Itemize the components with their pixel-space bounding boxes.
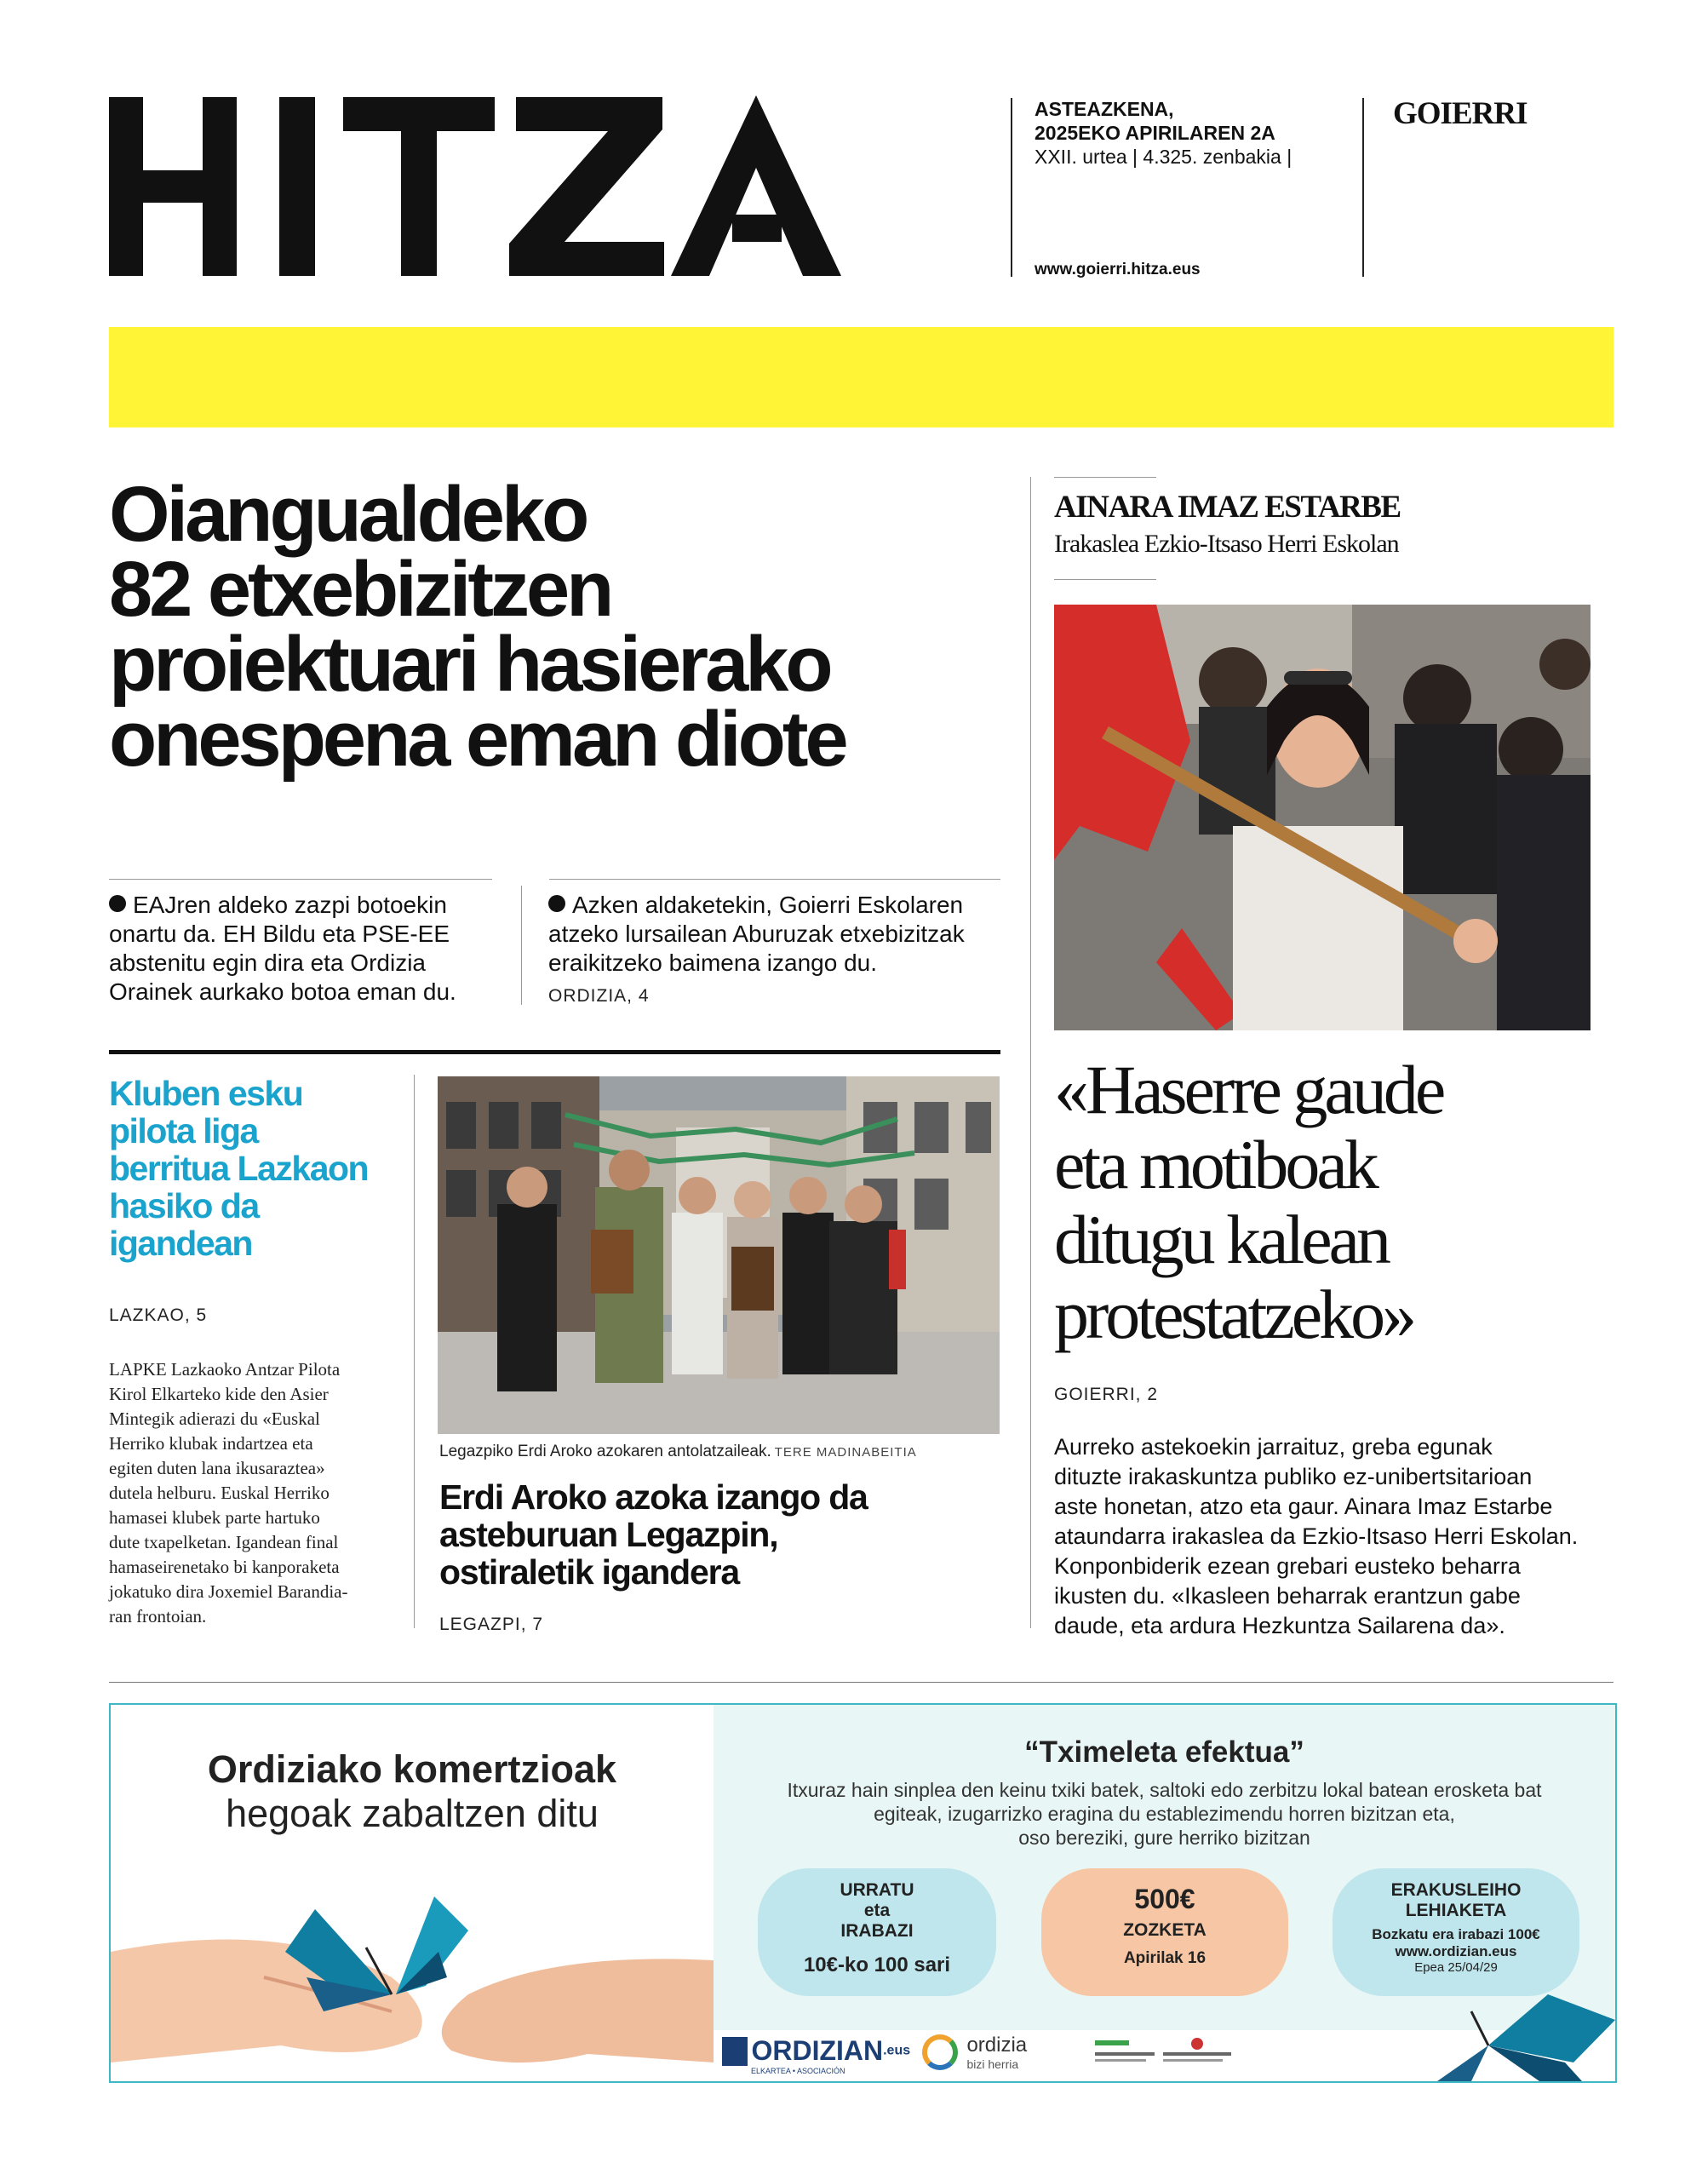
ring-icon (922, 2034, 958, 2070)
butterfly-icon (1437, 1986, 1615, 2081)
summary-line: Orainek aurkako botoa eman du. (109, 978, 456, 1005)
zozketa-pill[interactable] (1041, 1868, 1288, 1996)
title-line: asteburuan Legazpin, (439, 1515, 778, 1554)
interviewee-name: AINARA IMAZ ESTARBE (1054, 490, 1401, 525)
logo-sub: bizi herria (966, 2057, 1019, 2071)
body-line: ran frontoian. (109, 1606, 207, 1626)
body-line: egiten duten lana ikusaraztea» (109, 1458, 325, 1478)
summary-line: onartu da. EH Bildu eta PSE-EE (109, 921, 450, 947)
quote-line: eta motiboak (1054, 1126, 1376, 1203)
building-icon (722, 2037, 748, 2066)
rule (109, 879, 492, 880)
logo-sub: ELKARTEA • ASOCIACIÓN (751, 2067, 845, 2075)
azoka-caption (439, 1443, 1001, 1461)
ad-text-line: egiteak, izugarrizko eragina du establezimendu horren bizitzan eta, (874, 1803, 1455, 1825)
yellow-band (109, 327, 1613, 427)
body-line: Herriko klubak indartzea eta (109, 1433, 313, 1454)
issue-number: XXII. urtea | 4.325. zenbakia | (1035, 146, 1292, 168)
pill-text: Bozkatu era irabazi 100€ (1372, 1926, 1540, 1942)
interview-quote[interactable] (1054, 1053, 1599, 1352)
logo-text: ordizia (966, 2034, 1028, 2057)
summary-line: Azken aldaketekin, Goierri Eskolaren (572, 892, 964, 918)
body-line: hamasei klubek parte hartuko (109, 1507, 320, 1528)
quote-line: ditugu kalean (1054, 1201, 1389, 1278)
intro-line: daude, eta ardura Hezkuntza Sailarena da». (1054, 1613, 1505, 1638)
ad-subtitle: hegoak zabaltzen ditu (226, 1792, 599, 1835)
title-line: ostiraletik igandera (439, 1552, 739, 1592)
interview-dateline: GOIERRI, 2 (1054, 1385, 1159, 1404)
ad-title: Ordiziako komertzioak (207, 1747, 617, 1791)
date-line: 2025EKO APIRILAREN 2A (1035, 122, 1275, 144)
rule (1054, 477, 1156, 478)
logo-text: ORDIZIAN (751, 2035, 884, 2066)
quote-line: «Haserre gaude (1054, 1051, 1443, 1128)
rule (549, 879, 1000, 880)
interviewee-role: Irakaslea Ezkio-Itsaso Herri Eskolan (1054, 530, 1399, 558)
intro-line: Aurreko astekoekin jarraituz, greba egunak (1054, 1434, 1493, 1460)
headline-line: 82 etxebizitzen (109, 546, 611, 633)
ad-right-panel (714, 1705, 1615, 2081)
quote-line: protestatzeko» (1054, 1276, 1414, 1353)
body-line: Mintegik adierazi du «Euskal (109, 1408, 320, 1429)
summary-line: eraikitzeko baimena izango du. (548, 949, 878, 976)
ad-text-line: Itxuraz hain sinplea den keinu txiki batek, saltoki edo zerbitzu lokal batean erosketa bat (787, 1779, 1542, 1801)
lead-summary-left (109, 891, 509, 1007)
ordizia-ad[interactable] (109, 1703, 1617, 2083)
pill-label: ZOZKETA (1123, 1920, 1206, 1940)
pilota-dateline: LAZKAO, 5 (109, 1305, 208, 1325)
logo-suffix: .eus (883, 2043, 911, 2058)
ad-heading: “Tximeleta efektua” (1024, 1735, 1304, 1769)
headline-line: Oiangualdeko (109, 471, 587, 558)
ad-text (722, 1778, 1607, 1850)
intro-line: dituzte irakaskuntza publiko ez-unibertsitarioan (1054, 1464, 1533, 1489)
column-divider (521, 886, 522, 1005)
interview-photo[interactable] (1054, 605, 1591, 1030)
body-line: dutela helburu. Euskal Herriko (109, 1483, 330, 1503)
body-line: jokatuko dira Joxemiel Barandia- (109, 1581, 348, 1602)
pill-text: URRATU (840, 1880, 914, 1900)
bullet-icon (109, 895, 126, 912)
pill-text: www.ordizian.eus (1395, 1943, 1517, 1959)
body-line: dute txapelketan. Igandean final (109, 1532, 339, 1552)
intro-line: aste honetan, atzo eta gaur. Ainara Imaz Estarbe (1054, 1494, 1553, 1519)
headline-line: proiektuari hasierako (109, 621, 830, 708)
intro-line: ataundarra irakaslea da Ezkio-Itsaso Herri Eskolan. (1054, 1523, 1579, 1549)
body-line: hamaseirenetako bi kanporaketa (109, 1557, 340, 1577)
interview-intro (1054, 1432, 1616, 1641)
edition-name: GOIERRI (1393, 96, 1527, 131)
website-link[interactable]: www.goierri.hitza.eus (1035, 261, 1201, 278)
date-line: ASTEAZKENA, (1035, 98, 1174, 120)
summary-line: abstenitu egin dira eta Ordizia (109, 949, 426, 976)
section-rule (109, 1050, 1000, 1054)
intro-line: Konponbiderik ezean grebari eusteko beharra (1054, 1553, 1521, 1579)
azoka-photo[interactable] (438, 1076, 1000, 1434)
title-line: pilota liga (109, 1111, 258, 1150)
urratu-pill[interactable] (758, 1868, 996, 1996)
ordizia-bizi-herria-logo[interactable] (922, 2034, 1027, 2071)
column-divider (1030, 477, 1031, 1628)
pill-text: eta (863, 1901, 891, 1920)
lead-headline[interactable] (109, 471, 1012, 783)
pill-prize: 10€-ko 100 sari (803, 1953, 951, 1976)
summary-line: atzeko lursailean Aburuzak etxebizitzak (548, 921, 965, 947)
intro-line: ikusten du. «Ikasleen beharrak erantzun gabe (1054, 1583, 1521, 1609)
pilota-title[interactable] (109, 1075, 390, 1262)
ordizian-logo[interactable] (722, 2035, 910, 2075)
pill-amount: 500€ (1134, 1884, 1195, 1914)
headline-line: onespena eman diote (109, 696, 845, 783)
title-line: igandean (109, 1224, 252, 1263)
hands-butterfly-image (111, 1850, 714, 2081)
masthead-divider (1011, 98, 1012, 277)
erakusleiho-pill[interactable] (1333, 1868, 1579, 1996)
ad-text-line: oso bereziki, gure herriko bizitzan (1018, 1827, 1310, 1849)
title-line: Kluben esku (109, 1074, 303, 1113)
pilota-body (109, 1357, 390, 1629)
hitza-logo (109, 95, 841, 278)
title-line: Erdi Aroko azoka izango da (439, 1477, 868, 1517)
title-line: berritua Lazkaon (109, 1149, 369, 1188)
pill-text: LEHIAKETA (1405, 1901, 1507, 1920)
section-rule (109, 1682, 1613, 1683)
title-line: hasiko da (109, 1186, 259, 1225)
summary-line: EAJren aldeko zazpi botoekin (133, 892, 447, 918)
bullet-icon (548, 895, 565, 912)
column-divider (414, 1075, 415, 1628)
body-line: LAPKE Lazkaoko Antzar Pilota (109, 1359, 341, 1380)
pill-text: IRABAZI (840, 1921, 914, 1941)
ad-left-text (111, 1747, 714, 1836)
azoka-dateline: LEGAZPI, 7 (439, 1615, 544, 1634)
azoka-title[interactable] (439, 1478, 1001, 1591)
lead-dateline: ORDIZIA, 4 (548, 986, 650, 1006)
government-logos (1095, 2034, 1240, 2074)
caption-text: Legazpiko Erdi Aroko azokaren antolatzaileak. (439, 1443, 771, 1460)
pill-text: ERAKUSLEIHO (1390, 1880, 1522, 1900)
masthead-divider (1362, 98, 1364, 277)
body-line: Kirol Elkarteko kide den Asier (109, 1384, 329, 1404)
photo-credit: TERE MADINABEITIA (774, 1445, 917, 1460)
pill-date: Apirilak 16 (1123, 1949, 1206, 1967)
rule (1054, 579, 1156, 580)
pill-text: Epea 25/04/29 (1414, 1960, 1498, 1975)
masthead-date (1035, 97, 1350, 169)
lead-summary-right (548, 891, 1008, 978)
